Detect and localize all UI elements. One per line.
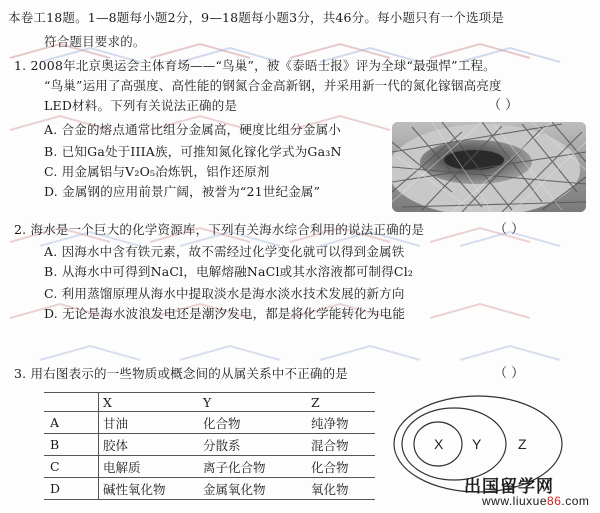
q3-answer-blank[interactable]: （ ）: [494, 366, 525, 381]
table-cell: 离子化合物: [199, 456, 307, 478]
q2-option-b: B. 从海水中可得到NaCl，电解熔融NaCl或其水溶液都可制得Cl₂: [44, 264, 414, 279]
table-header-cell: Z: [307, 393, 375, 412]
table-cell: 电解质: [99, 456, 200, 478]
q1-option-c: C. 用金属铝与V₂O₅冶炼钒，铝作还原剂: [44, 164, 270, 179]
table-row: [44, 412, 375, 434]
table-cell: 碱性氧化物: [99, 478, 200, 500]
table-header-cell: Y: [199, 393, 307, 412]
table-row: [44, 434, 375, 456]
table-row: [44, 456, 375, 478]
q2-answer-blank[interactable]: （ ）: [494, 222, 525, 237]
site-logo-title: 出国留学网: [464, 477, 554, 497]
table-cell: C: [44, 456, 99, 478]
table-cell: A: [44, 412, 99, 434]
table-row: [44, 478, 375, 500]
section-instructions: 本卷工18题。1—8题每小题2分，9—18题每小题3分，共46分。每小题只有一个选项是: [8, 10, 505, 25]
table-header-cell: [44, 393, 99, 412]
q2-option-d: D. 无论是海水波浪发电还是潮汐发电，都是将化学能转化为电能: [44, 306, 406, 321]
table-cell: 化合物: [199, 412, 307, 434]
table-cell: 分散系: [199, 434, 307, 456]
table-header-row: [44, 393, 375, 412]
birds-nest-stadium-photo: [392, 122, 586, 212]
table-cell: 氧化物: [307, 478, 375, 500]
q2-option-c: C. 利用蒸馏原理从海水中提取淡水是海水淡水技术发展的新方向: [44, 286, 405, 301]
table-cell: 胶体: [99, 434, 200, 456]
table-cell: 混合物: [307, 434, 375, 456]
q3-stem: 3. 用右图表示的一些物质或概念间的从属关系中不正确的是: [14, 366, 349, 381]
q1-option-a: A. 合金的熔点通常比组分金属高，硬度比组分金属小: [44, 122, 341, 137]
table-header-cell: X: [99, 393, 200, 412]
q2-stem: 2. 海水是一个巨大的化学资源库，下列有关海水综合利用的说法正确的是: [14, 222, 425, 237]
table-cell: B: [44, 434, 99, 456]
table-cell: D: [44, 478, 99, 500]
table-cell: 金属氧化物: [199, 478, 307, 500]
q2-option-a: A. 因海水中含有铁元素，故不需经过化学变化就可以得到金属铁: [44, 244, 405, 259]
table-cell: 化合物: [307, 456, 375, 478]
venn-label-z: Z: [518, 436, 527, 452]
table-cell: 纯净物: [307, 412, 375, 434]
q1-option-d: D. 金属钢的应用前景广阔，被誉为“21世纪金属”: [44, 184, 321, 199]
site-url-prefix: www.liuxue: [482, 494, 548, 508]
site-logo: [460, 470, 600, 513]
q1-stem-line2: “鸟巢”运用了高强度、高性能的钢氮合金高新钢，并采用新一代的氮化镓铟高亮度: [44, 78, 502, 93]
q1-stem-line3: LED材料。下列有关说法正确的是: [44, 98, 238, 113]
site-logo-url: [482, 494, 589, 508]
venn-label-x: X: [434, 436, 444, 452]
q1-answer-blank[interactable]: （ ）: [488, 98, 519, 113]
q1-stem-line1: 1. 2008年北京奥运会主体育场——“鸟巢”，被《泰晤士报》评为全球“最强悍”工程。: [14, 58, 496, 73]
site-url-suffix: .com: [561, 494, 590, 508]
site-url-number: 86: [547, 494, 562, 508]
table-cell: 甘油: [99, 412, 200, 434]
q1-option-b: B. 已知Ga处于IIIA族，可推知氮化镓化学式为Ga₃N: [44, 144, 342, 159]
q3-relation-table: [44, 392, 375, 500]
watermark-band: [0, 336, 600, 364]
section-instructions-cont: 符合题目要求的。: [44, 34, 146, 49]
venn-label-y: Y: [472, 436, 482, 452]
